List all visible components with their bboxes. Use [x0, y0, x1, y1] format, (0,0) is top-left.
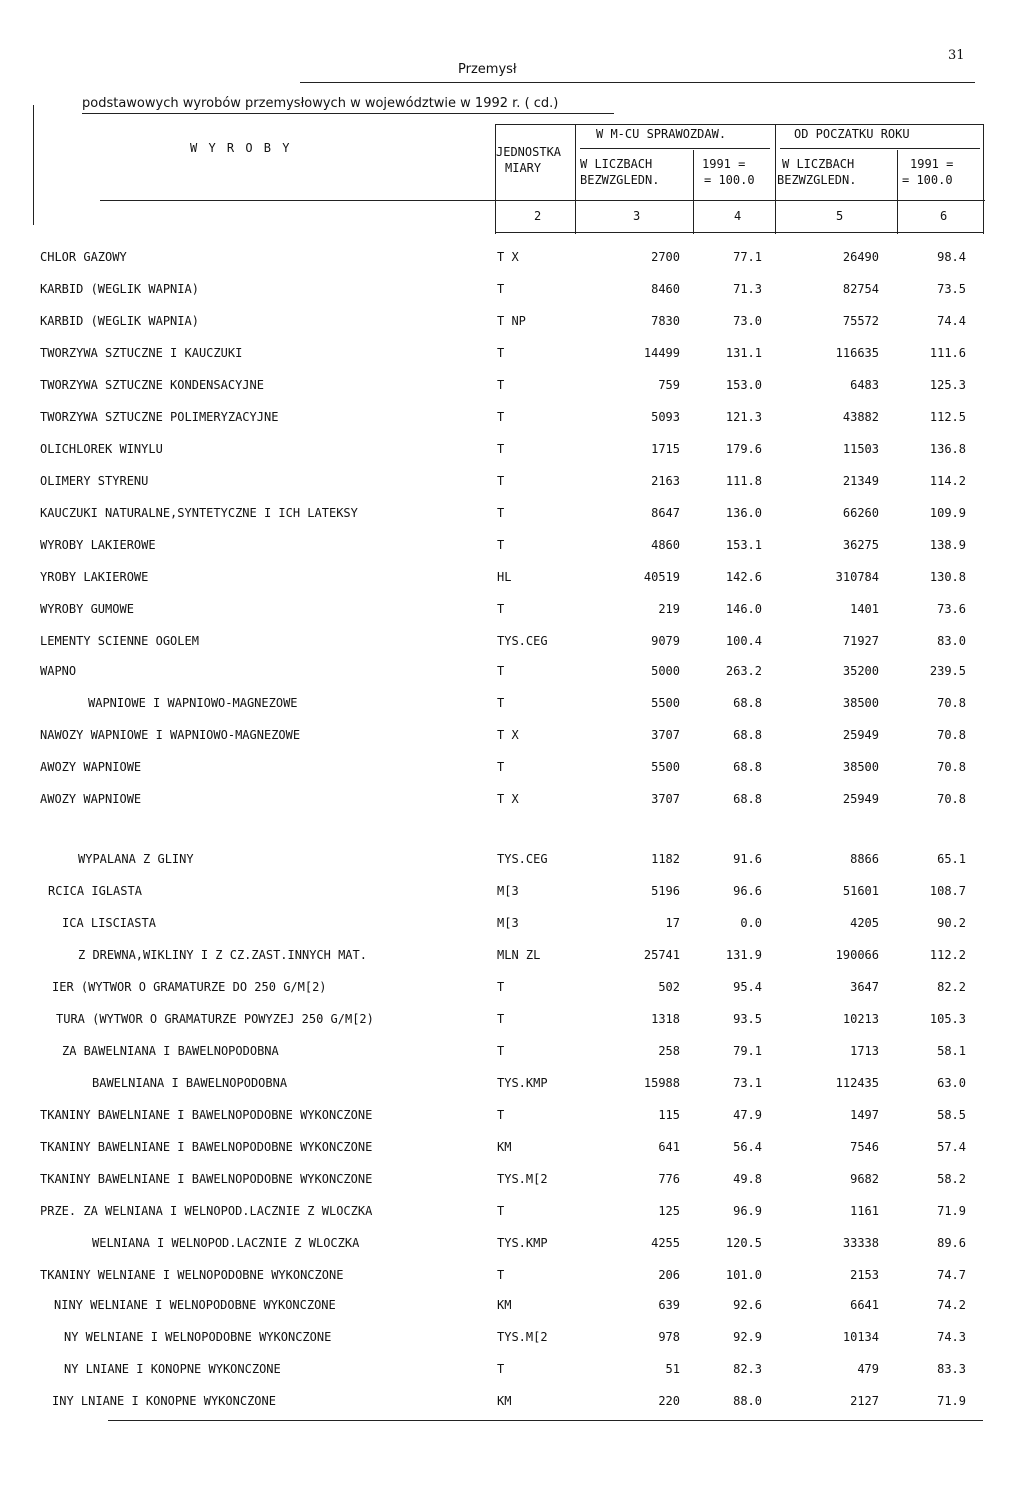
- row-ytd-index: 83.0: [937, 634, 966, 648]
- table-row: [0, 1330, 1024, 1352]
- row-ytd-index: 57.4: [937, 1140, 966, 1154]
- table-row: [0, 570, 1024, 592]
- row-month-absolute: 3707: [651, 728, 680, 742]
- row-unit: T NP: [497, 314, 526, 328]
- row-month-absolute: 1715: [651, 442, 680, 456]
- col-pct2-line2: = 100.0: [902, 173, 953, 187]
- row-unit: T X: [497, 250, 519, 264]
- row-month-index: 47.9: [733, 1108, 762, 1122]
- table-row: [0, 728, 1024, 750]
- row-ytd-absolute: 10134: [842, 1330, 879, 1344]
- row-name: LEMENTY SCIENNE OGOLEM: [40, 634, 199, 648]
- row-month-absolute: 8647: [651, 506, 680, 520]
- row-month-index: 68.8: [733, 696, 762, 710]
- row-ytd-absolute: 2153: [850, 1268, 879, 1282]
- row-unit: T: [497, 1362, 505, 1376]
- row-unit: TYS.M[2: [497, 1330, 548, 1344]
- row-ytd-index: 82.2: [937, 980, 966, 994]
- row-name: OLICHLOREK WINYLU: [40, 442, 163, 456]
- row-month-absolute: 25741: [643, 948, 680, 962]
- row-unit: TYS.KMP: [497, 1076, 548, 1090]
- row-unit: TYS.CEG: [497, 634, 548, 648]
- row-unit: T: [497, 1012, 505, 1026]
- row-name: WYROBY GUMOWE: [40, 602, 134, 616]
- page-header-title: Przemysł: [458, 62, 517, 77]
- table-row: [0, 1362, 1024, 1384]
- col-unit-line2: MIARY: [505, 161, 542, 175]
- row-ytd-index: 71.9: [937, 1394, 966, 1408]
- row-name: KARBID (WEGLIK WAPNIA): [40, 314, 199, 328]
- table-row: [0, 1076, 1024, 1098]
- row-month-index: 56.4: [733, 1140, 762, 1154]
- col-pct1-line1: 1991 =: [702, 157, 746, 171]
- row-month-absolute: 9079: [651, 634, 680, 648]
- table-row: [0, 1204, 1024, 1226]
- row-month-absolute: 3707: [651, 792, 680, 806]
- row-month-index: 71.3: [733, 282, 762, 296]
- row-ytd-index: 108.7: [929, 884, 966, 898]
- row-unit: T: [497, 1268, 505, 1282]
- row-ytd-index: 112.5: [929, 410, 966, 424]
- col-wyroby: W Y R O B Y: [190, 141, 292, 155]
- row-ytd-absolute: 33338: [842, 1236, 879, 1250]
- table-row: [0, 282, 1024, 304]
- row-name: WAPNIOWE I WAPNIOWO-MAGNEZOWE: [88, 696, 298, 710]
- row-name: ZA BAWELNIANA I BAWELNOPODOBNA: [62, 1044, 279, 1058]
- row-month-absolute: 4860: [651, 538, 680, 552]
- row-month-index: 68.8: [733, 728, 762, 742]
- row-unit: T X: [497, 792, 519, 806]
- row-month-absolute: 776: [658, 1172, 680, 1186]
- col-sep-month: [575, 124, 576, 234]
- table-row: [0, 980, 1024, 1002]
- col-abs2-line1: W LICZBACH: [782, 157, 855, 171]
- row-unit: T X: [497, 728, 519, 742]
- row-month-index: 92.6: [733, 1298, 762, 1312]
- row-ytd-absolute: 38500: [842, 760, 879, 774]
- table-row: [0, 346, 1024, 368]
- row-name: TURA (WYTWOR O GRAMATURZE POWYZEJ 250 G/M[2): [56, 1012, 374, 1026]
- row-ytd-absolute: 11503: [842, 442, 879, 456]
- col-number-unit: 2: [534, 209, 542, 223]
- col-sep-right: [983, 124, 984, 234]
- page-number: 31: [948, 48, 965, 63]
- row-name: KARBID (WEGLIK WAPNIA): [40, 282, 199, 296]
- row-month-index: 179.6: [725, 442, 762, 456]
- column-number-rule: [495, 232, 983, 233]
- row-month-absolute: 5196: [651, 884, 680, 898]
- row-ytd-absolute: 479: [857, 1362, 879, 1376]
- table-row: [0, 852, 1024, 874]
- row-month-index: 111.8: [725, 474, 762, 488]
- row-ytd-absolute: 1497: [850, 1108, 879, 1122]
- row-ytd-absolute: 51601: [842, 884, 879, 898]
- row-ytd-index: 70.8: [937, 728, 966, 742]
- row-name: OLIMERY STYRENU: [40, 474, 149, 488]
- row-name: WYPALANA Z GLINY: [78, 852, 194, 866]
- row-unit: T: [497, 506, 505, 520]
- row-month-absolute: 502: [658, 980, 680, 994]
- row-ytd-absolute: 190066: [835, 948, 879, 962]
- row-month-index: 101.0: [725, 1268, 762, 1282]
- row-name: KAUCZUKI NATURALNE,SYNTETYCZNE I ICH LATEKSY: [40, 506, 358, 520]
- row-ytd-absolute: 310784: [835, 570, 879, 584]
- row-unit: T: [497, 696, 505, 710]
- row-name: INY LNIANE I KONOPNE WYKONCZONE: [52, 1394, 276, 1408]
- row-ytd-absolute: 36275: [842, 538, 879, 552]
- row-ytd-absolute: 7546: [850, 1140, 879, 1154]
- row-ytd-absolute: 1161: [850, 1204, 879, 1218]
- row-ytd-absolute: 112435: [835, 1076, 879, 1090]
- row-month-absolute: 5000: [651, 664, 680, 678]
- table-row: [0, 1298, 1024, 1320]
- row-ytd-index: 70.8: [937, 696, 966, 710]
- col-pct2-line1: 1991 =: [910, 157, 954, 171]
- row-month-absolute: 1182: [651, 852, 680, 866]
- row-unit: T: [497, 442, 505, 456]
- row-ytd-index: 65.1: [937, 852, 966, 866]
- row-name: AWOZY WAPNIOWE: [40, 792, 142, 806]
- row-name: TKANINY BAWELNIANE I BAWELNOPODOBNE WYKONCZONE: [40, 1172, 373, 1186]
- row-unit: M[3: [497, 884, 519, 898]
- row-ytd-absolute: 3647: [850, 980, 879, 994]
- row-month-index: 95.4: [733, 980, 762, 994]
- row-ytd-index: 83.3: [937, 1362, 966, 1376]
- row-unit: T: [497, 602, 505, 616]
- row-month-index: 0.0: [740, 916, 762, 930]
- row-month-absolute: 7830: [651, 314, 680, 328]
- row-month-index: 153.1: [725, 538, 762, 552]
- row-ytd-absolute: 4205: [850, 916, 879, 930]
- row-ytd-absolute: 75572: [842, 314, 879, 328]
- row-unit: M[3: [497, 916, 519, 930]
- row-month-absolute: 1318: [651, 1012, 680, 1026]
- row-ytd-index: 73.6: [937, 602, 966, 616]
- table-row: [0, 1236, 1024, 1258]
- row-ytd-absolute: 6641: [850, 1298, 879, 1312]
- row-ytd-index: 98.4: [937, 250, 966, 264]
- row-month-absolute: 206: [658, 1268, 680, 1282]
- row-unit: T: [497, 1044, 505, 1058]
- row-ytd-absolute: 9682: [850, 1172, 879, 1186]
- col-sep-pct2: [897, 150, 898, 234]
- row-ytd-absolute: 26490: [842, 250, 879, 264]
- row-unit: TYS.KMP: [497, 1236, 548, 1250]
- row-ytd-absolute: 8866: [850, 852, 879, 866]
- row-unit: KM: [497, 1394, 512, 1408]
- col-sep-year: [775, 124, 776, 234]
- table-row: [0, 948, 1024, 970]
- row-month-index: 91.6: [733, 852, 762, 866]
- col-abs1-line2: BEZWZGLEDN.: [580, 173, 660, 187]
- row-name: AWOZY WAPNIOWE: [40, 760, 142, 774]
- row-month-absolute: 220: [658, 1394, 680, 1408]
- row-name: YROBY LAKIEROWE: [40, 570, 149, 584]
- row-name: TWORZYWA SZTUCZNE KONDENSACYJNE: [40, 378, 264, 392]
- row-ytd-index: 90.2: [937, 916, 966, 930]
- col-year-group: OD POCZATKU ROKU: [794, 127, 910, 141]
- row-name: TKANINY WELNIANE I WELNOPODOBNE WYKONCZONE: [40, 1268, 344, 1282]
- row-month-absolute: 125: [658, 1204, 680, 1218]
- table-row: [0, 1172, 1024, 1194]
- row-unit: T: [497, 980, 505, 994]
- row-month-absolute: 219: [658, 602, 680, 616]
- row-unit: TYS.CEG: [497, 852, 548, 866]
- row-month-absolute: 8460: [651, 282, 680, 296]
- row-month-index: 92.9: [733, 1330, 762, 1344]
- row-ytd-index: 73.5: [937, 282, 966, 296]
- row-ytd-index: 63.0: [937, 1076, 966, 1090]
- row-month-absolute: 639: [658, 1298, 680, 1312]
- col-abs1-line1: W LICZBACH: [580, 157, 653, 171]
- row-unit: T: [497, 538, 505, 552]
- row-ytd-index: 58.2: [937, 1172, 966, 1186]
- row-ytd-index: 111.6: [929, 346, 966, 360]
- row-unit: T: [497, 760, 505, 774]
- row-unit: T: [497, 1108, 505, 1122]
- col-unit-line1: JEDNOSTKA: [496, 145, 562, 159]
- table-row: [0, 1044, 1024, 1066]
- row-month-absolute: 641: [658, 1140, 680, 1154]
- row-month-index: 100.4: [725, 634, 762, 648]
- row-ytd-absolute: 43882: [842, 410, 879, 424]
- table-row: [0, 916, 1024, 938]
- row-month-absolute: 759: [658, 378, 680, 392]
- row-unit: T: [497, 378, 505, 392]
- row-month-absolute: 258: [658, 1044, 680, 1058]
- row-month-absolute: 5093: [651, 410, 680, 424]
- col-number-pct2: 6: [940, 209, 948, 223]
- row-ytd-absolute: 2127: [850, 1394, 879, 1408]
- row-unit: T: [497, 282, 505, 296]
- month-group-underline: [580, 148, 770, 149]
- row-ytd-absolute: 66260: [842, 506, 879, 520]
- table-bottom-rule: [108, 1420, 983, 1421]
- table-row: [0, 1012, 1024, 1034]
- row-month-index: 73.1: [733, 1076, 762, 1090]
- col-number-abs1: 3: [633, 209, 641, 223]
- row-ytd-absolute: 21349: [842, 474, 879, 488]
- row-month-index: 88.0: [733, 1394, 762, 1408]
- row-month-index: 120.5: [725, 1236, 762, 1250]
- row-month-absolute: 4255: [651, 1236, 680, 1250]
- row-ytd-index: 130.8: [929, 570, 966, 584]
- table-row: [0, 634, 1024, 656]
- row-name: TKANINY BAWELNIANE I BAWELNOPODOBNE WYKONCZONE: [40, 1140, 373, 1154]
- row-month-absolute: 14499: [643, 346, 680, 360]
- row-month-index: 121.3: [725, 410, 762, 424]
- table-row: [0, 884, 1024, 906]
- table-row: [0, 760, 1024, 782]
- row-month-absolute: 115: [658, 1108, 680, 1122]
- row-name: TWORZYWA SZTUCZNE POLIMERYZACYJNE: [40, 410, 279, 424]
- table-row: [0, 1108, 1024, 1130]
- col-number-abs2: 5: [836, 209, 844, 223]
- row-unit: T: [497, 346, 505, 360]
- year-group-underline: [780, 148, 980, 149]
- row-ytd-index: 114.2: [929, 474, 966, 488]
- table-row: [0, 696, 1024, 718]
- row-month-index: 146.0: [725, 602, 762, 616]
- row-ytd-absolute: 116635: [835, 346, 879, 360]
- row-ytd-index: 109.9: [929, 506, 966, 520]
- row-ytd-absolute: 1713: [850, 1044, 879, 1058]
- row-month-index: 77.1: [733, 250, 762, 264]
- row-ytd-index: 125.3: [929, 378, 966, 392]
- row-month-absolute: 2163: [651, 474, 680, 488]
- row-month-index: 96.9: [733, 1204, 762, 1218]
- row-ytd-index: 58.5: [937, 1108, 966, 1122]
- row-month-index: 131.1: [725, 346, 762, 360]
- row-month-absolute: 5500: [651, 760, 680, 774]
- row-ytd-index: 136.8: [929, 442, 966, 456]
- table-row: [0, 410, 1024, 432]
- row-ytd-index: 58.1: [937, 1044, 966, 1058]
- row-ytd-absolute: 82754: [842, 282, 879, 296]
- row-name: PRZE. ZA WELNIANA I WELNOPOD.LACZNIE Z WLOCZKA: [40, 1204, 373, 1218]
- col-abs2-line2: BEZWZGLEDN.: [777, 173, 857, 187]
- row-ytd-index: 112.2: [929, 948, 966, 962]
- row-month-absolute: 40519: [643, 570, 680, 584]
- row-ytd-index: 70.8: [937, 760, 966, 774]
- row-ytd-absolute: 25949: [842, 728, 879, 742]
- row-month-absolute: 17: [665, 916, 680, 930]
- row-name: RCICA IGLASTA: [48, 884, 142, 898]
- col-number-pct1: 4: [734, 209, 742, 223]
- row-ytd-absolute: 10213: [842, 1012, 879, 1026]
- row-name: WELNIANA I WELNOPOD.LACZNIE Z WLOCZKA: [92, 1236, 360, 1250]
- table-row: [0, 474, 1024, 496]
- row-ytd-absolute: 35200: [842, 664, 879, 678]
- row-month-index: 73.0: [733, 314, 762, 328]
- row-name: CHLOR GAZOWY: [40, 250, 127, 264]
- row-ytd-absolute: 1401: [850, 602, 879, 616]
- row-month-index: 142.6: [725, 570, 762, 584]
- row-ytd-absolute: 6483: [850, 378, 879, 392]
- table-row: [0, 314, 1024, 336]
- col-month-group: W M-CU SPRAWOZDAW.: [596, 127, 727, 141]
- row-month-index: 263.2: [725, 664, 762, 678]
- row-ytd-index: 138.9: [929, 538, 966, 552]
- row-ytd-index: 239.5: [929, 664, 966, 678]
- row-ytd-absolute: 71927: [842, 634, 879, 648]
- row-name: Z DREWNA,WIKLINY I Z CZ.ZAST.INNYCH MAT.: [78, 948, 367, 962]
- row-month-index: 131.9: [725, 948, 762, 962]
- row-ytd-index: 74.4: [937, 314, 966, 328]
- table-row: [0, 1268, 1024, 1290]
- row-ytd-absolute: 25949: [842, 792, 879, 806]
- row-month-index: 96.6: [733, 884, 762, 898]
- row-month-absolute: 978: [658, 1330, 680, 1344]
- header-bottom-rule: [100, 200, 985, 201]
- table-row: [0, 792, 1024, 814]
- row-unit: T: [497, 410, 505, 424]
- table-row: [0, 538, 1024, 560]
- row-month-index: 79.1: [733, 1044, 762, 1058]
- row-name: TWORZYWA SZTUCZNE I KAUCZUKI: [40, 346, 243, 360]
- col-sep-unit: [495, 124, 496, 234]
- row-unit: HL: [497, 570, 512, 584]
- row-ytd-index: 74.7: [937, 1268, 966, 1282]
- row-name: WAPNO: [40, 664, 77, 678]
- row-month-absolute: 5500: [651, 696, 680, 710]
- row-name: IER (WYTWOR O GRAMATURZE DO 250 G/M[2): [52, 980, 327, 994]
- row-name: TKANINY BAWELNIANE I BAWELNOPODOBNE WYKONCZONE: [40, 1108, 373, 1122]
- table-row: [0, 1140, 1024, 1162]
- row-ytd-index: 89.6: [937, 1236, 966, 1250]
- row-ytd-index: 105.3: [929, 1012, 966, 1026]
- table-left-border: [33, 105, 34, 225]
- header-rule: [300, 82, 975, 83]
- row-month-absolute: 51: [665, 1362, 680, 1376]
- row-ytd-index: 74.2: [937, 1298, 966, 1312]
- row-name: NINY WELNIANE I WELNOPODOBNE WYKONCZONE: [54, 1298, 336, 1312]
- header-top-rule: [495, 124, 983, 125]
- row-unit: T: [497, 1204, 505, 1218]
- table-row: [0, 602, 1024, 624]
- subtitle-underline: [82, 113, 614, 114]
- row-ytd-index: 74.3: [937, 1330, 966, 1344]
- table-row: [0, 1394, 1024, 1416]
- row-month-index: 49.8: [733, 1172, 762, 1186]
- table-subtitle: podstawowych wyrobów przemysłowych w województwie w 1992 r. ( cd.): [82, 96, 559, 111]
- table-row: [0, 442, 1024, 464]
- row-month-index: 68.8: [733, 792, 762, 806]
- row-month-absolute: 15988: [643, 1076, 680, 1090]
- row-month-index: 68.8: [733, 760, 762, 774]
- row-ytd-index: 71.9: [937, 1204, 966, 1218]
- row-unit: KM: [497, 1298, 512, 1312]
- table-row: [0, 378, 1024, 400]
- table-row: [0, 250, 1024, 272]
- row-month-absolute: 2700: [651, 250, 680, 264]
- row-month-index: 153.0: [725, 378, 762, 392]
- row-name: NAWOZY WAPNIOWE I WAPNIOWO-MAGNEZOWE: [40, 728, 301, 742]
- row-unit: TYS.M[2: [497, 1172, 548, 1186]
- row-unit: KM: [497, 1140, 512, 1154]
- row-month-index: 136.0: [725, 506, 762, 520]
- row-ytd-absolute: 38500: [842, 696, 879, 710]
- row-ytd-index: 70.8: [937, 792, 966, 806]
- row-unit: T: [497, 664, 505, 678]
- row-month-index: 82.3: [733, 1362, 762, 1376]
- row-name: BAWELNIANA I BAWELNOPODOBNA: [92, 1076, 288, 1090]
- row-name: ICA LISCIASTA: [62, 916, 156, 930]
- table-row: [0, 506, 1024, 528]
- col-sep-pct1: [693, 150, 694, 234]
- row-unit: MLN ZL: [497, 948, 541, 962]
- row-name: NY LNIANE I KONOPNE WYKONCZONE: [64, 1362, 281, 1376]
- col-pct1-line2: = 100.0: [704, 173, 755, 187]
- row-name: WYROBY LAKIEROWE: [40, 538, 156, 552]
- row-month-index: 93.5: [733, 1012, 762, 1026]
- row-unit: T: [497, 474, 505, 488]
- row-name: NY WELNIANE I WELNOPODOBNE WYKONCZONE: [64, 1330, 332, 1344]
- table-row: [0, 664, 1024, 686]
